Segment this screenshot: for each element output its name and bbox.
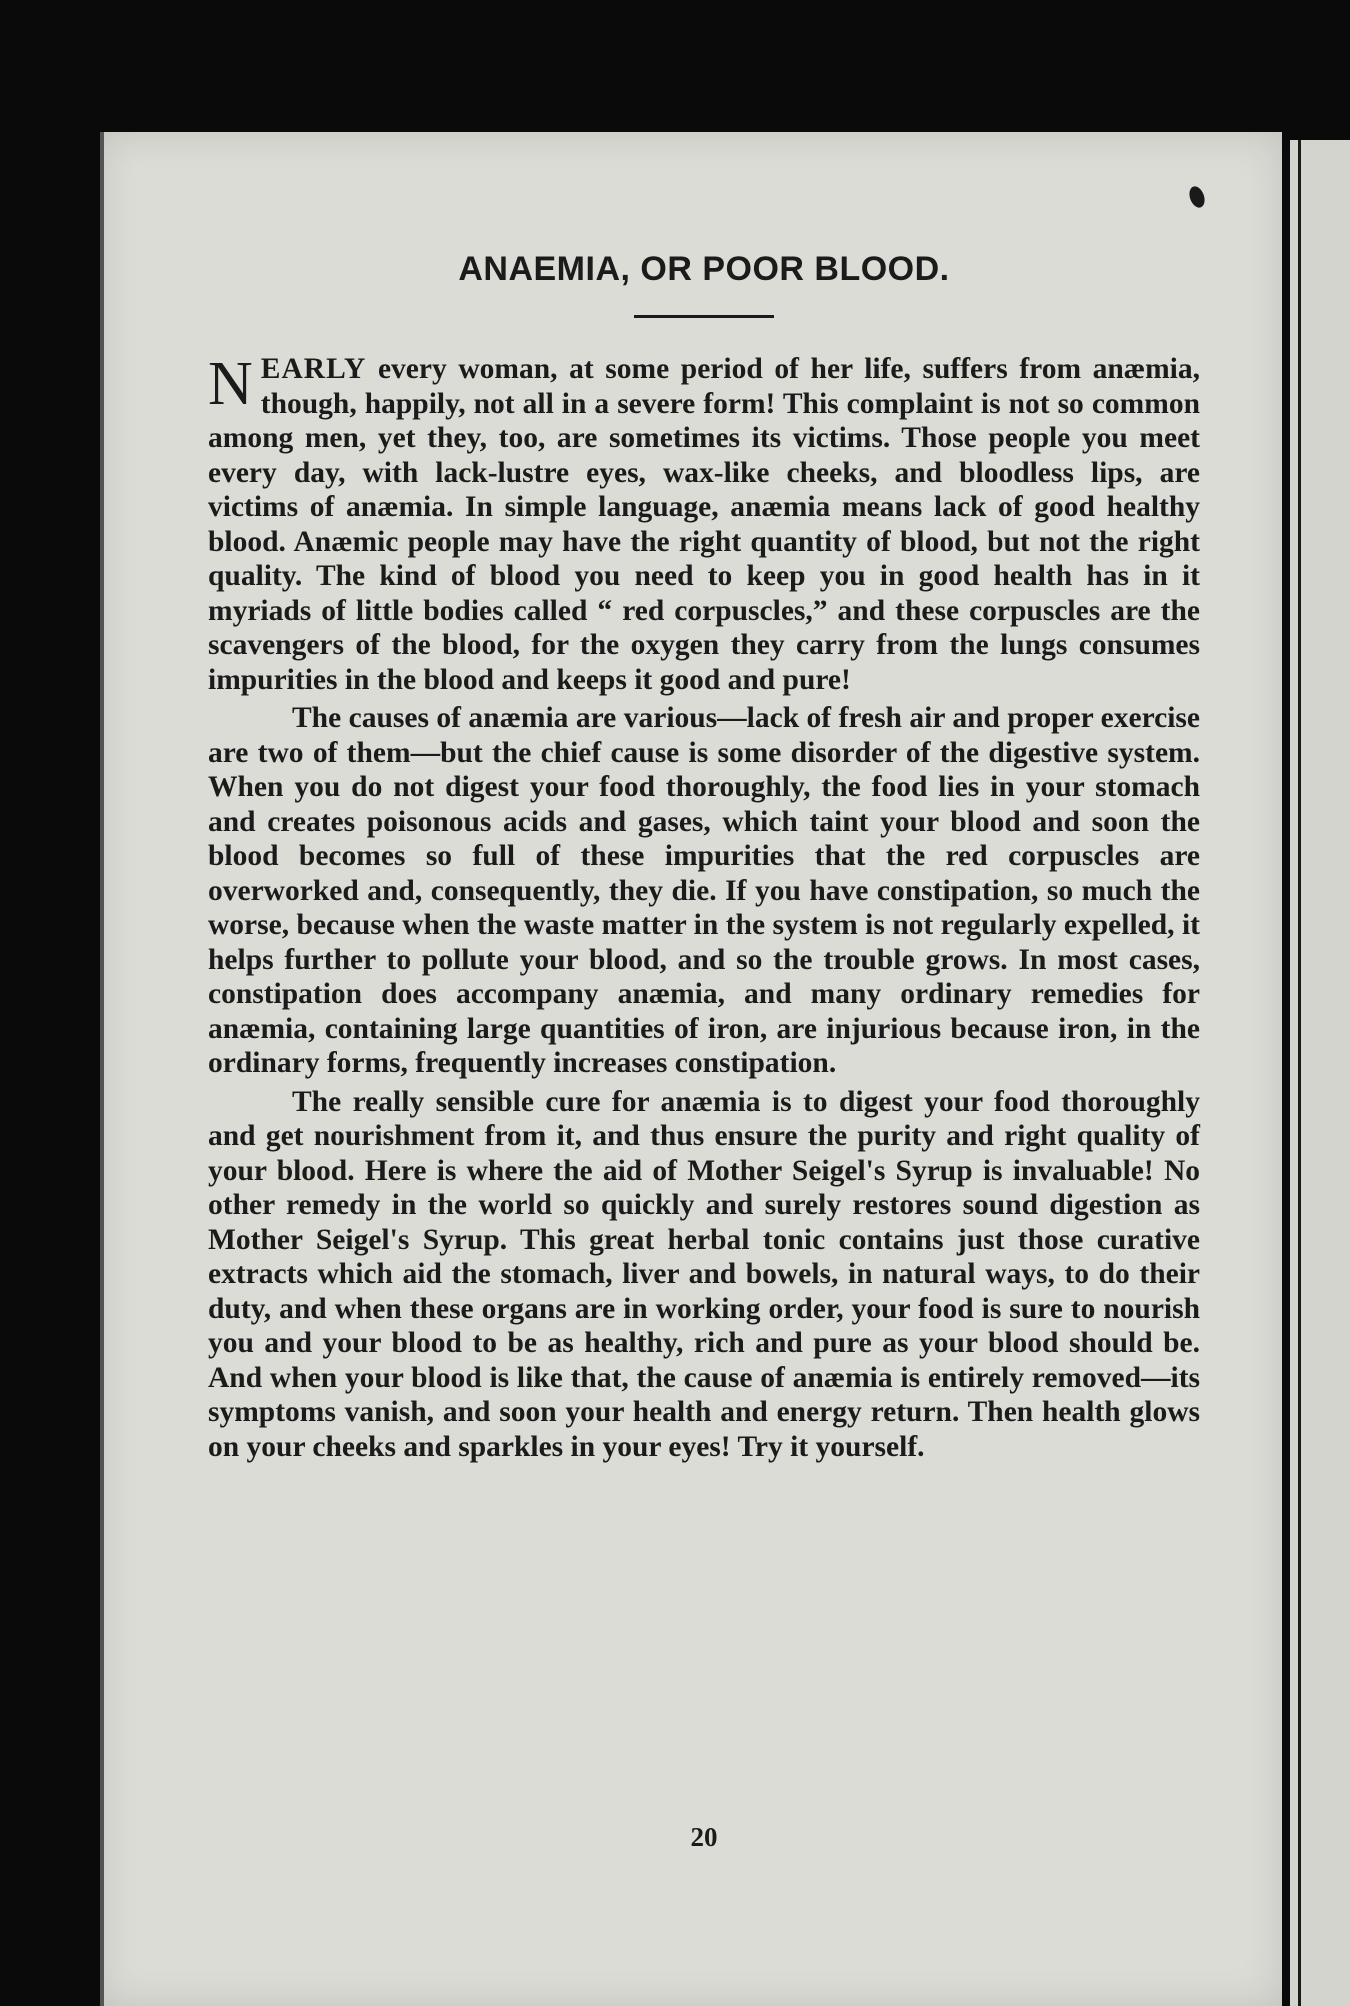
title-rule-divider xyxy=(634,315,774,318)
paragraph-1-text: every woman, at some period of her life, suffers from anæmia, though, happily, not all in a severe form! This complaint is not so common among men, yet they, too, are sometimes its victims. Those people you meet every day, with lack-lustre eyes, wax-like cheeks, and bloodless lips, are victims of anæmia. In simple language, anæmia means lack of good healthy blood. Anæmic people may have the right quantity of blood, but not the right quality. The kind of blood you need to keep you in good health has in it myriads of little bodies called “ red corpuscles,” and these corpuscles are the scavengers of the blood, for the oxygen they carry from the lungs consumes impurities in the blood and keeps it good and pure! xyxy=(208,353,1200,696)
book-spine-line xyxy=(1298,140,1301,2006)
drop-cap-letter: N xyxy=(208,350,253,418)
paragraph-3: The really sensible cure for anæmia is to digest your food thoroughly and get nourishment from it, and thus ensure the purity and right quality of your blood. Here is where the aid of Mother Seigel's Syrup is invaluable! No other remedy in the world so quickly and surely restores sound digestion as Mother Seigel's Syrup. This great herbal tonic contains just those curative extracts which aid the stomach, liver and bowels, in natural ways, to do their duty, and when these organs are in working order, your food is sure to nourish you and your blood to be as healthy, rich and pure as your blood should be. And when your blood is like that, the cause of anæmia is entirely removed—its symptoms vanish, and soon your health and energy return. Then health glows on your cheeks and sparkles in your eyes! Try it yourself. xyxy=(208,1085,1200,1463)
page-title: ANAEMIA, OR POOR BLOOD. xyxy=(458,250,950,288)
paragraph-2: The causes of anæmia are various—lack of fresh air and proper exercise are two of them—but the chief cause is some disorder of the digestive system. When you do not digest your food thoroughly, the food lies in your stomach and creates poisonous acids and gases, which taint your blood and soon the blood becomes so full of these impurities that the red corpuscles are overworked and, consequently, they die. If you have constipation, so much the worse, because when the waste matter in the system is not regularly expelled, it helps further to pollute your blood, and so the trouble grows. In most cases, constipation does accompany anæmia, and many ordinary remedies for anæmia, containing large quantities of iron, are injurious because iron, in the ordinary forms, frequently increases constipation. xyxy=(208,702,1200,1079)
page-text-block xyxy=(208,250,1200,1852)
paragraph-1-lead-word: EARLY xyxy=(260,353,367,385)
page-left-edge xyxy=(100,132,104,2006)
paragraph-1 xyxy=(208,352,1200,697)
page-number: 20 xyxy=(690,1822,718,1852)
